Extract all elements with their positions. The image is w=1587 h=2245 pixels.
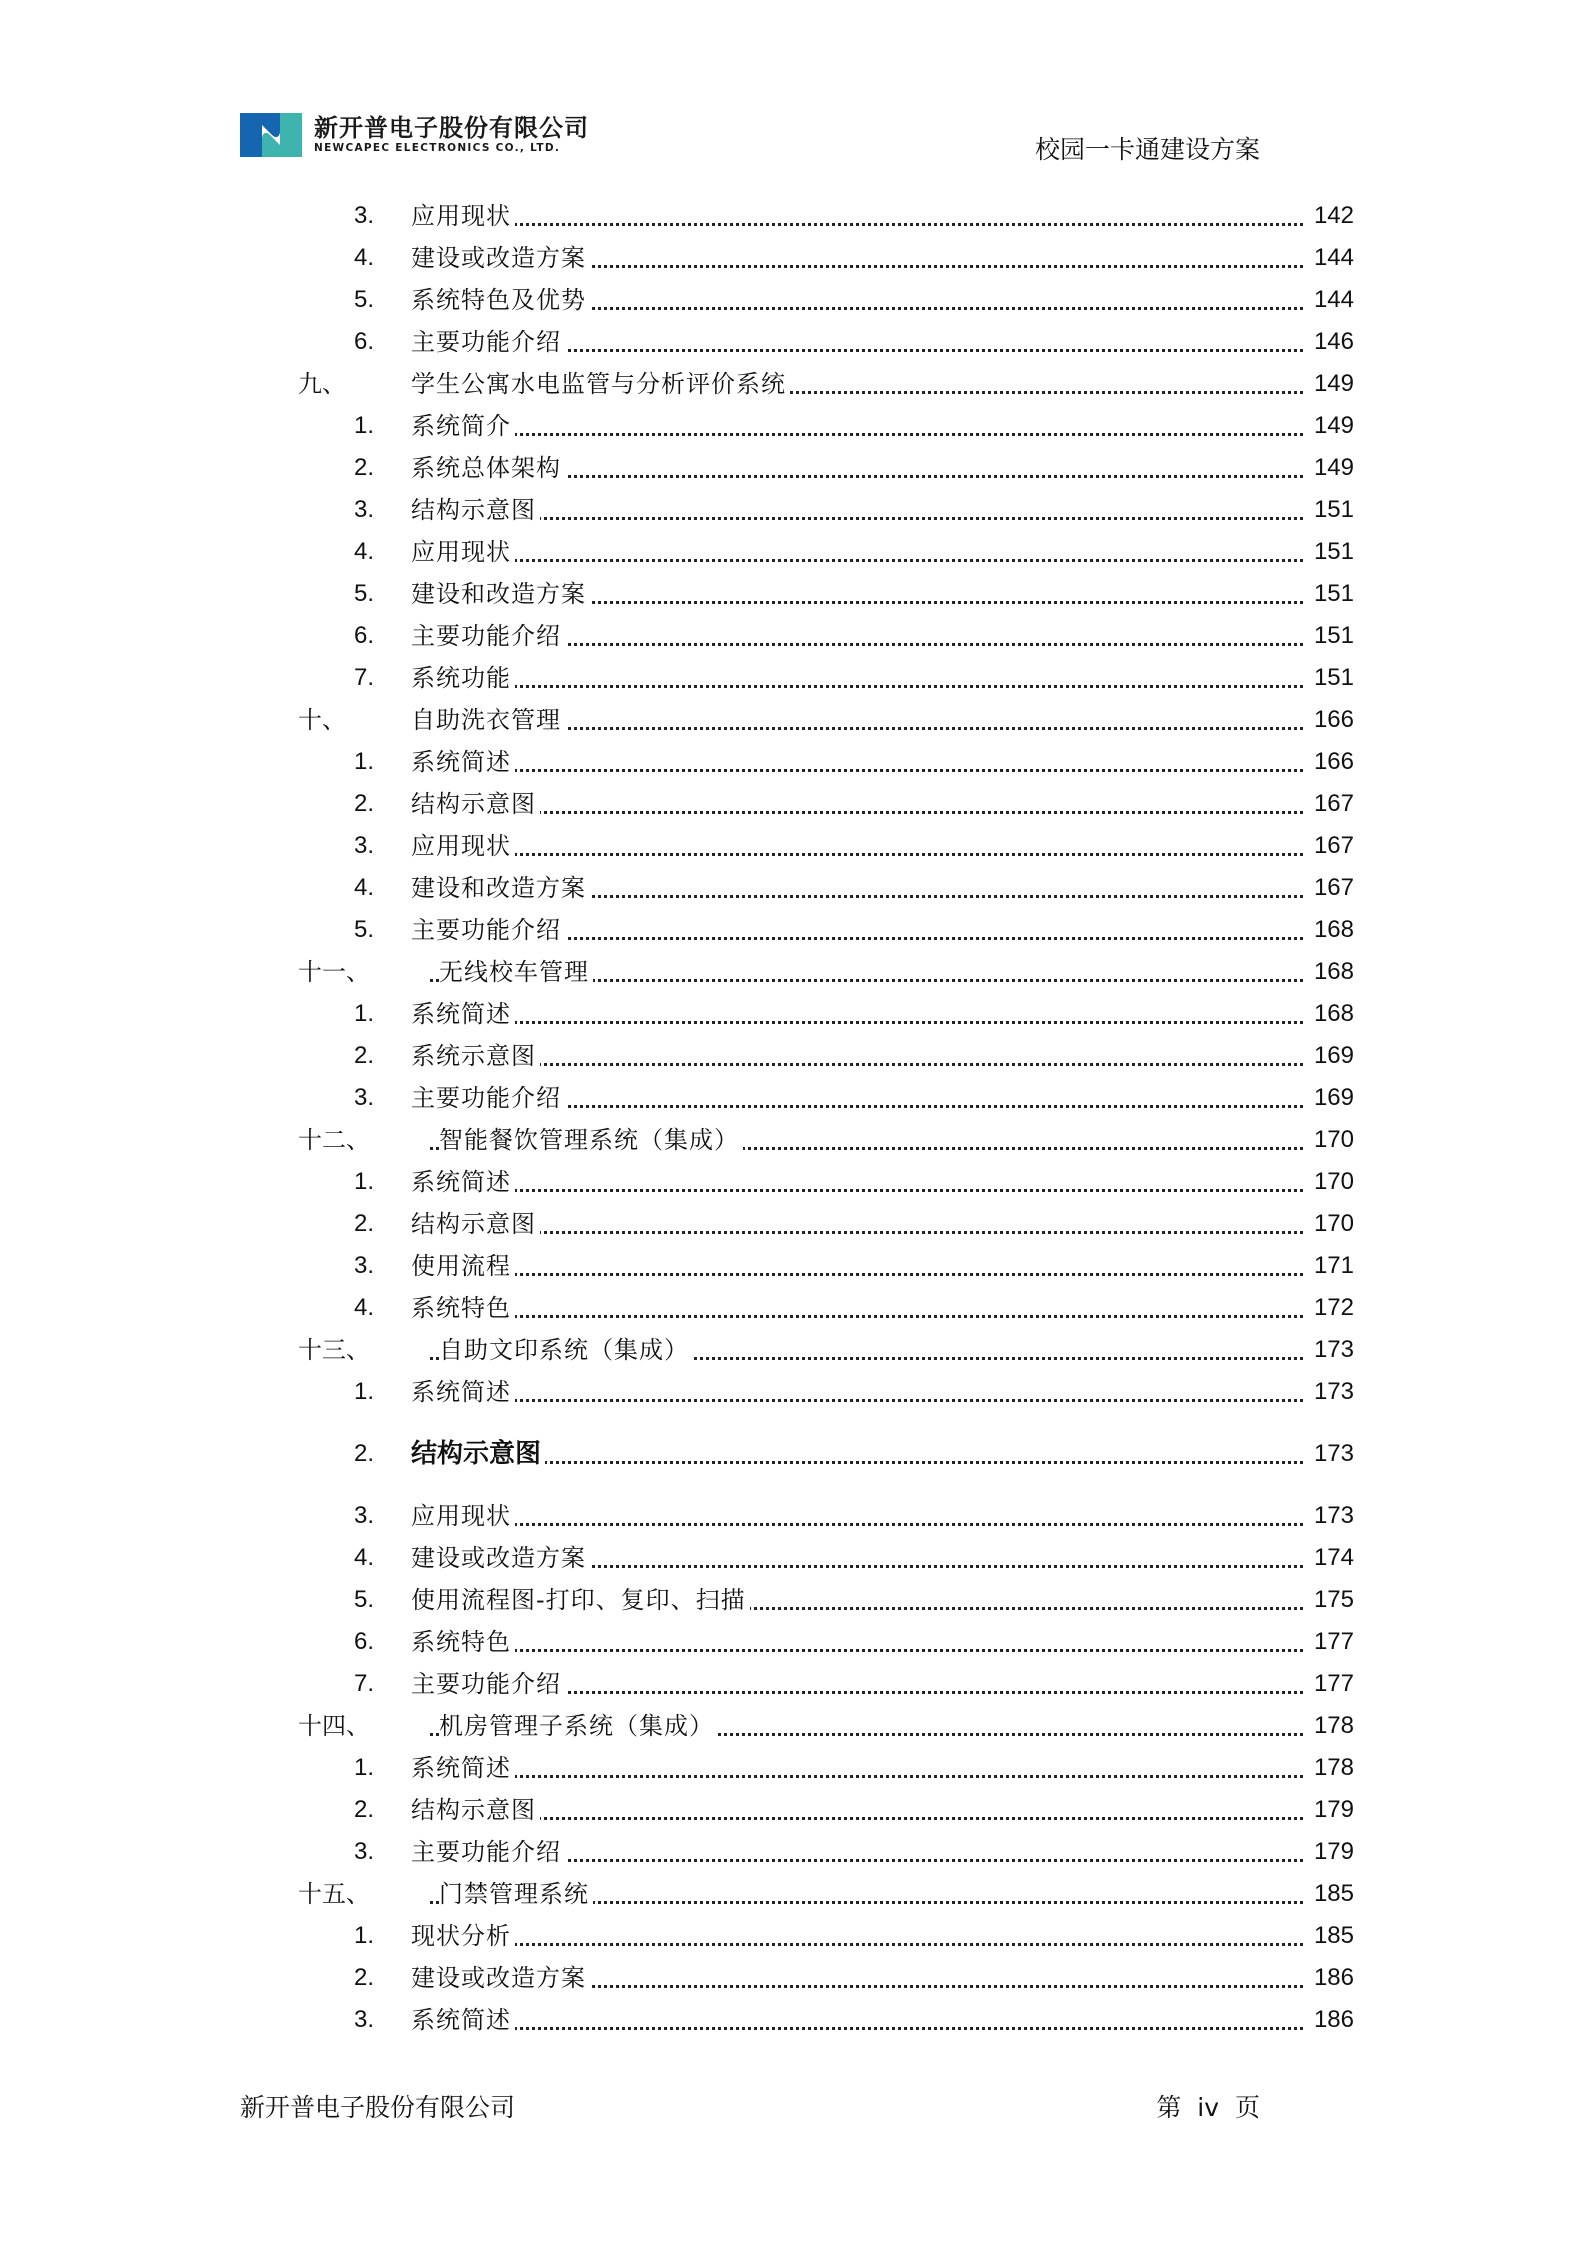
toc-dot-leader	[430, 475, 1351, 478]
toc-entry[interactable]	[0, 1580, 1587, 1620]
toc-entry-title[interactable]: 系统简述	[411, 1162, 515, 1202]
toc-entry-number: 2.	[354, 1440, 375, 1467]
toc-dot-leader	[430, 1859, 1351, 1862]
toc-entry[interactable]	[0, 1204, 1587, 1244]
toc-entry-number: 1.	[354, 1754, 375, 1781]
toc-entry-page-number[interactable]: 172	[1304, 1288, 1354, 1328]
toc-entry[interactable]	[0, 1622, 1587, 1662]
toc-entry[interactable]	[0, 1120, 1587, 1160]
toc-entry-title[interactable]: 系统特色	[411, 1622, 515, 1662]
toc-entry-title[interactable]: 智能餐饮管理系统（集成）	[439, 1120, 743, 1160]
page-header	[240, 108, 1260, 168]
toc-entry-number: 3.	[354, 1502, 375, 1529]
toc-dot-leader	[430, 1775, 1351, 1778]
toc-entry-page-number[interactable]: 168	[1304, 910, 1354, 950]
toc-dot-leader	[430, 643, 1351, 646]
toc-dot-leader	[430, 223, 1351, 226]
toc-entry-number: 5.	[354, 1586, 375, 1613]
toc-entry-title[interactable]: 主要功能介绍	[411, 322, 565, 362]
toc-dot-leader	[430, 1021, 1351, 1024]
toc-dot-leader	[430, 1189, 1351, 1192]
toc-entry[interactable]	[0, 2000, 1587, 2040]
toc-dot-leader	[430, 1315, 1351, 1318]
toc-entry-title[interactable]: 主要功能介绍	[411, 1832, 565, 1872]
toc-entry[interactable]	[0, 910, 1587, 950]
toc-entry-title[interactable]: 结构示意图	[411, 784, 540, 824]
toc-entry[interactable]	[0, 448, 1587, 488]
toc-entry-title[interactable]: 自助洗衣管理	[411, 700, 565, 740]
toc-entry-page-number[interactable]: 167	[1304, 826, 1354, 866]
toc-entry-title[interactable]: 系统示意图	[411, 1036, 540, 1076]
toc-entry[interactable]	[0, 1246, 1587, 1286]
toc-entry-title[interactable]: 结构示意图	[411, 1204, 540, 1244]
toc-dot-leader	[430, 769, 1351, 772]
toc-dot-leader	[430, 1399, 1351, 1402]
toc-entry-page-number[interactable]: 170	[1304, 1162, 1354, 1202]
toc-entry-number: 十五、	[298, 1880, 370, 1908]
toc-entry-title[interactable]: 主要功能介绍	[411, 910, 565, 950]
toc-entry-number: 4.	[354, 1294, 375, 1321]
toc-dot-leader	[430, 811, 1351, 814]
toc-entry-title[interactable]: 系统特色	[411, 1288, 515, 1328]
toc-entry-title[interactable]: 结构示意图	[411, 1790, 540, 1830]
toc-entry[interactable]	[0, 616, 1587, 656]
toc-entry-title[interactable]: 应用现状	[411, 196, 515, 236]
toc-entry-number: 4.	[354, 538, 375, 565]
toc-entry[interactable]	[0, 1078, 1587, 1118]
toc-dot-leader	[430, 937, 1351, 940]
toc-entry-title[interactable]: 主要功能介绍	[411, 616, 565, 656]
toc-entry[interactable]	[0, 1330, 1587, 1370]
toc-entry-title[interactable]: 建设或改造方案	[411, 1538, 590, 1578]
toc-entry-page-number[interactable]: 169	[1304, 1078, 1354, 1118]
footer-company-name: 新开普电子股份有限公司	[240, 2093, 516, 2122]
toc-entry[interactable]	[0, 1496, 1587, 1536]
toc-entry-number: 7.	[354, 664, 375, 691]
toc-entry[interactable]	[0, 196, 1587, 236]
toc-entry-title[interactable]: 系统总体架构	[411, 448, 565, 488]
toc-entry-number: 十一、	[298, 958, 370, 986]
toc-entry[interactable]	[0, 1036, 1587, 1076]
toc-entry-page-number[interactable]: 175	[1304, 1580, 1354, 1620]
toc-entry-number: 3.	[354, 1084, 375, 1111]
toc-entry-page-number[interactable]: 178	[1304, 1748, 1354, 1788]
toc-entry[interactable]	[0, 700, 1587, 740]
toc-entry-title[interactable]: 系统简述	[411, 994, 515, 1034]
toc-entry-page-number[interactable]: 186	[1304, 1958, 1354, 1998]
toc-entry[interactable]	[0, 1664, 1587, 1704]
toc-entry[interactable]	[0, 1706, 1587, 1746]
toc-entry[interactable]	[0, 868, 1587, 908]
toc-dot-leader	[430, 2027, 1351, 2030]
toc-entry-title[interactable]: 建设和改造方案	[411, 574, 590, 614]
toc-entry-title[interactable]: 建设或改造方案	[411, 1958, 590, 1998]
toc-entry-page-number[interactable]: 174	[1304, 1538, 1354, 1578]
toc-entry-number: 1.	[354, 1000, 375, 1027]
toc-entry[interactable]	[0, 238, 1587, 278]
toc-entry-page-number[interactable]: 173	[1304, 1330, 1354, 1370]
toc-entry-page-number[interactable]: 179	[1304, 1832, 1354, 1872]
toc-dot-leader	[430, 727, 1351, 730]
toc-entry-title[interactable]: 使用流程	[411, 1246, 515, 1286]
toc-entry[interactable]	[0, 532, 1587, 572]
toc-dot-leader	[430, 1063, 1351, 1066]
toc-entry-title[interactable]: 机房管理子系统（集成）	[439, 1706, 718, 1746]
toc-dot-leader	[430, 685, 1351, 688]
toc-entry-page-number[interactable]: 149	[1304, 448, 1354, 488]
toc-entry-title[interactable]: 系统简述	[411, 742, 515, 782]
toc-entry-page-number[interactable]: 177	[1304, 1664, 1354, 1704]
toc-entry[interactable]	[0, 1538, 1587, 1578]
toc-entry-page-number[interactable]: 171	[1304, 1246, 1354, 1286]
toc-entry-title[interactable]: 建设和改造方案	[411, 868, 590, 908]
toc-entry-title[interactable]: 学生公寓水电监管与分析评价系统	[411, 364, 790, 404]
toc-entry[interactable]	[0, 742, 1587, 782]
toc-entry-page-number[interactable]: 168	[1304, 952, 1354, 992]
toc-dot-leader	[430, 433, 1351, 436]
toc-entry-number: 1.	[354, 1922, 375, 1949]
toc-entry-title[interactable]: 建设或改造方案	[411, 238, 590, 278]
toc-entry[interactable]	[0, 658, 1587, 698]
newcapec-n-logo-icon	[240, 113, 302, 157]
toc-entry-number: 1.	[354, 1168, 375, 1195]
toc-dot-leader	[430, 1649, 1351, 1652]
toc-entry-number: 3.	[354, 832, 375, 859]
toc-entry-page-number[interactable]: 177	[1304, 1622, 1354, 1662]
toc-entry-page-number[interactable]: 151	[1304, 616, 1354, 656]
toc-entry-page-number[interactable]: 144	[1304, 238, 1354, 278]
toc-entry[interactable]	[0, 574, 1587, 614]
toc-entry-number: 2.	[354, 1042, 375, 1069]
toc-entry-number: 1.	[354, 412, 375, 439]
toc-entry-page-number[interactable]: 167	[1304, 784, 1354, 824]
toc-entry[interactable]	[0, 1958, 1587, 1998]
toc-entry-number: 1.	[354, 748, 375, 775]
toc-entry-page-number[interactable]: 170	[1304, 1120, 1354, 1160]
toc-entry-title[interactable]: 系统功能	[411, 658, 515, 698]
toc-entry-page-number[interactable]: 168	[1304, 994, 1354, 1034]
toc-entry-number: 九、	[298, 370, 346, 398]
toc-entry-number: 2.	[354, 790, 375, 817]
toc-entry[interactable]	[0, 1288, 1587, 1328]
toc-entry-number: 十二、	[298, 1126, 370, 1154]
toc-dot-leader	[430, 853, 1351, 856]
toc-entry[interactable]	[0, 1790, 1587, 1830]
toc-entry-number: 7.	[354, 1670, 375, 1697]
toc-entry-title[interactable]: 自助文印系统（集成）	[439, 1330, 693, 1370]
toc-entry-page-number[interactable]: 185	[1304, 1874, 1354, 1914]
toc-entry-page-number[interactable]: 142	[1304, 196, 1354, 236]
toc-entry-page-number[interactable]: 185	[1304, 1916, 1354, 1956]
toc-dot-leader	[430, 1273, 1351, 1276]
toc-entry-number: 3.	[354, 202, 375, 229]
toc-entry-title[interactable]: 应用现状	[411, 1496, 515, 1536]
toc-entry-number: 3.	[354, 1838, 375, 1865]
toc-entry[interactable]	[0, 784, 1587, 824]
toc-entry-number: 3.	[354, 2006, 375, 2033]
toc-entry-page-number[interactable]: 169	[1304, 1036, 1354, 1076]
toc-entry[interactable]	[0, 826, 1587, 866]
toc-dot-leader	[430, 1691, 1351, 1694]
toc-entry-page-number[interactable]: 167	[1304, 868, 1354, 908]
toc-dot-leader	[430, 1461, 1351, 1464]
toc-entry-title[interactable]: 应用现状	[411, 826, 515, 866]
toc-entry-number: 6.	[354, 622, 375, 649]
toc-entry[interactable]	[0, 1748, 1587, 1788]
toc-entry-title[interactable]: 系统简介	[411, 406, 515, 446]
toc-entry-page-number[interactable]: 170	[1304, 1204, 1354, 1244]
toc-entry-title[interactable]: 主要功能介绍	[411, 1078, 565, 1118]
toc-entry-number: 十、	[298, 706, 346, 734]
toc-entry-page-number[interactable]: 173	[1304, 1496, 1354, 1536]
toc-entry[interactable]	[0, 364, 1587, 404]
toc-entry[interactable]	[0, 1372, 1587, 1412]
toc-entry[interactable]	[0, 1832, 1587, 1872]
toc-entry-page-number[interactable]: 151	[1304, 658, 1354, 698]
toc-entry-number: 1.	[354, 1378, 375, 1405]
toc-entry-number: 十三、	[298, 1336, 370, 1364]
toc-entry[interactable]	[0, 406, 1587, 446]
toc-entry-number: 2.	[354, 454, 375, 481]
page-footer	[240, 2088, 1260, 2128]
toc-entry-number: 6.	[354, 328, 375, 355]
toc-dot-leader	[430, 1523, 1351, 1526]
toc-dot-leader	[430, 1231, 1351, 1234]
toc-entry-page-number[interactable]: 166	[1304, 742, 1354, 782]
toc-entry-number: 5.	[354, 286, 375, 313]
toc-entry-page-number[interactable]: 149	[1304, 364, 1354, 404]
toc-dot-leader	[430, 559, 1351, 562]
toc-entry-page-number[interactable]: 178	[1304, 1706, 1354, 1746]
toc-entry-title[interactable]: 门禁管理系统	[439, 1874, 593, 1914]
logo-company-name-en: NEWCAPEC ELECTRONICS CO., LTD.	[314, 142, 561, 154]
toc-entry[interactable]	[0, 490, 1587, 530]
toc-entry-title[interactable]: 系统简述	[411, 1748, 515, 1788]
toc-entry[interactable]	[0, 1916, 1587, 1956]
toc-dot-leader	[430, 1817, 1351, 1820]
toc-entry-number: 4.	[354, 874, 375, 901]
toc-entry-number: 5.	[354, 916, 375, 943]
toc-entry-page-number[interactable]: 151	[1304, 490, 1354, 530]
toc-entry-number: 5.	[354, 580, 375, 607]
toc-entry-page-number[interactable]: 144	[1304, 280, 1354, 320]
toc-dot-leader	[430, 1943, 1351, 1946]
toc-entry-number: 十四、	[298, 1712, 370, 1740]
toc-entry-number: 2.	[354, 1964, 375, 1991]
toc-dot-leader	[430, 517, 1351, 520]
toc-entry-number: 2.	[354, 1796, 375, 1823]
toc-entry[interactable]	[0, 1434, 1587, 1474]
toc-entry-number: 3.	[354, 496, 375, 523]
toc-entry-title[interactable]: 系统简述	[411, 1372, 515, 1412]
toc-entry-page-number[interactable]: 186	[1304, 2000, 1354, 2040]
toc-dot-leader	[430, 1105, 1351, 1108]
toc-entry-title[interactable]: 使用流程图-打印、复印、扫描	[411, 1580, 750, 1620]
toc-entry-page-number[interactable]: 173	[1304, 1434, 1354, 1474]
toc-entry-page-number[interactable]: 149	[1304, 406, 1354, 446]
toc-entry[interactable]	[0, 280, 1587, 320]
logo-company-name-cn: 新开普电子股份有限公司	[314, 114, 589, 142]
toc-entry-title[interactable]: 现状分析	[411, 1916, 515, 1956]
toc-entry-title[interactable]: 结构示意图	[411, 490, 540, 530]
toc-entry-title[interactable]: 系统简述	[411, 2000, 515, 2040]
toc-entry-number: 2.	[354, 1210, 375, 1237]
toc-entry[interactable]	[0, 1874, 1587, 1914]
toc-entry-title[interactable]: 应用现状	[411, 532, 515, 572]
toc-entry-page-number[interactable]: 151	[1304, 532, 1354, 572]
toc-entry-title[interactable]: 主要功能介绍	[411, 1664, 565, 1704]
toc-entry-page-number[interactable]: 179	[1304, 1790, 1354, 1830]
toc-entry-page-number[interactable]: 146	[1304, 322, 1354, 362]
document-title: 校园一卡通建设方案	[1034, 135, 1260, 164]
toc-entry-number: 6.	[354, 1628, 375, 1655]
toc-entry[interactable]	[0, 952, 1587, 992]
toc-entry-title[interactable]: 结构示意图	[411, 1434, 545, 1474]
toc-entry-title[interactable]: 系统特色及优势	[411, 280, 590, 320]
toc-entry-title[interactable]: 无线校车管理	[439, 952, 593, 992]
toc-dot-leader	[430, 349, 1351, 352]
toc-entry-number: 3.	[354, 1252, 375, 1279]
toc-entry[interactable]	[0, 1162, 1587, 1202]
toc-entry-page-number[interactable]: 166	[1304, 700, 1354, 740]
toc-entry[interactable]	[0, 994, 1587, 1034]
toc-entry-number: 4.	[354, 244, 375, 271]
toc-entry[interactable]	[0, 322, 1587, 362]
toc-entry-page-number[interactable]: 173	[1304, 1372, 1354, 1412]
toc-entry-page-number[interactable]: 151	[1304, 574, 1354, 614]
toc-entry-number: 4.	[354, 1544, 375, 1571]
footer-page-number: 第 iv 页	[1156, 2093, 1260, 2122]
company-logo	[240, 113, 589, 157]
